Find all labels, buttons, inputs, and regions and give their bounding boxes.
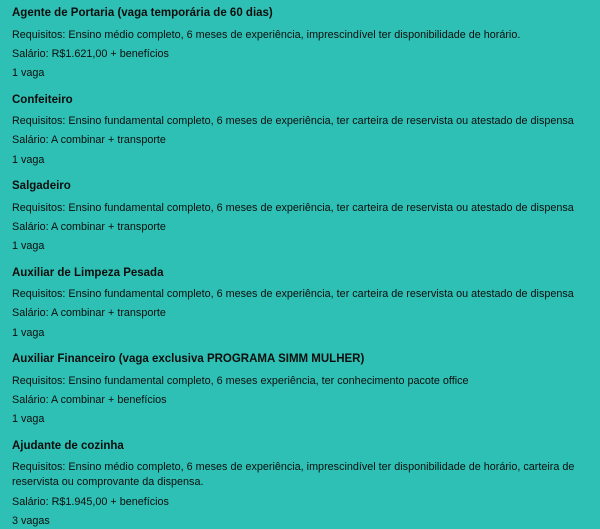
job-requirements: Requisitos: Ensino fundamental completo, 6 meses de experiência, ter carteira de reservista ou atestado de dispensa	[12, 287, 590, 302]
job-requirements: Requisitos: Ensino fundamental completo, 6 meses de experiência, ter carteira de reservista ou atestado de dispensa	[12, 114, 590, 129]
job-listing	[12, 266, 590, 342]
job-openings: 1 vaga	[12, 326, 590, 341]
job-requirements: Requisitos: Ensino médio completo, 6 meses de experiência, imprescindível ter disponibilidade de horário.	[12, 28, 590, 43]
job-listing	[12, 179, 590, 255]
job-requirements: Requisitos: Ensino fundamental completo, 6 meses de experiência, ter carteira de reservista ou atestado de dispensa	[12, 201, 590, 216]
job-title: Auxiliar Financeiro (vaga exclusiva PROGRAMA SIMM MULHER)	[12, 352, 590, 368]
job-salary: Salário: A combinar + transporte	[12, 133, 590, 148]
job-requirements: Requisitos: Ensino médio completo, 6 meses de experiência, imprescindível ter disponibilidade de horário, carteira de reservista ou comprovante da dispensa.	[12, 460, 590, 491]
job-openings: 3 vagas	[12, 514, 590, 529]
job-openings: 1 vaga	[12, 66, 590, 81]
job-salary: Salário: A combinar + transporte	[12, 306, 590, 321]
job-openings: 1 vaga	[12, 153, 590, 168]
job-listing	[12, 352, 590, 428]
job-requirements: Requisitos: Ensino fundamental completo, 6 meses experiência, ter conhecimento pacote office	[12, 374, 590, 389]
job-title: Agente de Portaria (vaga temporária de 60 dias)	[12, 6, 590, 22]
job-openings: 1 vaga	[12, 239, 590, 254]
job-title: Auxiliar de Limpeza Pesada	[12, 266, 590, 282]
job-salary: Salário: A combinar + benefícios	[12, 393, 590, 408]
job-salary: Salário: A combinar + transporte	[12, 220, 590, 235]
job-salary: Salário: R$1.945,00 + benefícios	[12, 495, 590, 510]
job-listing	[12, 6, 590, 82]
job-title: Confeiteiro	[12, 93, 590, 109]
job-listing	[12, 439, 590, 529]
job-openings: 1 vaga	[12, 412, 590, 427]
job-salary: Salário: R$1.621,00 + benefícios	[12, 47, 590, 62]
job-title: Ajudante de cozinha	[12, 439, 590, 455]
job-title: Salgadeiro	[12, 179, 590, 195]
job-listing	[12, 93, 590, 169]
